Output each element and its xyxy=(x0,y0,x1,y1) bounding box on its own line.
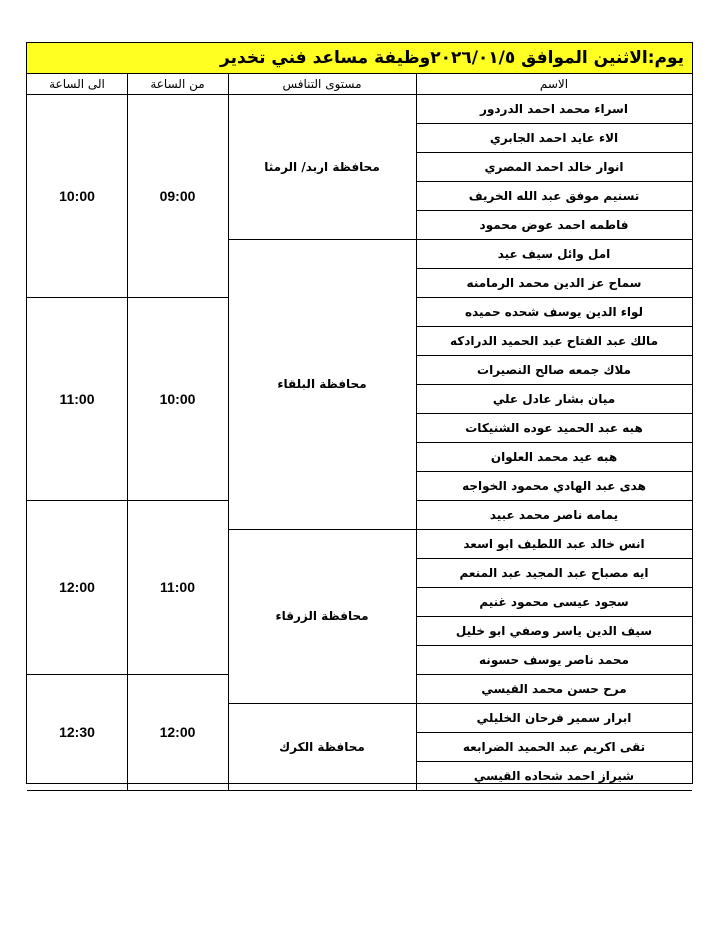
row-divider xyxy=(416,297,692,298)
to-time-cell: 11:00 xyxy=(59,390,95,407)
to-time-cell: 12:00 xyxy=(59,579,95,595)
level-divider xyxy=(228,529,416,530)
row-divider xyxy=(416,210,692,211)
row-divider xyxy=(416,587,692,588)
row-divider xyxy=(416,239,692,240)
row-divider xyxy=(416,616,692,617)
name-cell: تقى اكريم عبد الحميد الضرابعه xyxy=(462,739,646,754)
row-divider xyxy=(416,558,692,559)
name-cell: ميان بشار عادل علي xyxy=(492,391,616,406)
name-cell: هبه عيد محمد العلوان xyxy=(490,449,618,464)
column-divider xyxy=(228,74,229,790)
row-divider xyxy=(416,703,692,704)
page-title: يوم:الاثنين الموافق ٢٠٢٦/٠١/٥وظيفة مساعد فني تخدير xyxy=(27,43,692,74)
name-cell: اسراء محمد احمد الدردور xyxy=(480,101,628,116)
header-from-time: من الساعة xyxy=(150,77,205,91)
name-cell: هبه عبد الحميد عوده الشنيكات xyxy=(465,420,643,435)
name-cell: فاطمه احمد عوض محمود xyxy=(479,217,629,232)
header-name: الاسم xyxy=(539,77,569,91)
from-time-cell: 10:00 xyxy=(159,390,196,407)
name-cell: انوار خالد احمد المصري xyxy=(484,159,624,174)
row-divider xyxy=(416,123,692,124)
name-cell: يمامه ناصر محمد عبيد xyxy=(489,507,619,522)
level-divider xyxy=(228,239,416,240)
name-cell: سيف الدين ياسر وصفي ابو خليل xyxy=(455,623,653,638)
name-cell: هدى عبد الهادي محمود الخواجه xyxy=(462,478,646,493)
level-cell: محافظة البلقاء xyxy=(277,377,367,391)
header-to-time: الى الساعة xyxy=(49,77,105,91)
from-time-cell: 12:00 xyxy=(159,724,196,740)
header-level: مستوى التنافس xyxy=(282,77,362,91)
row-divider xyxy=(416,355,692,356)
row-divider xyxy=(416,732,692,733)
name-cell: محمد ناصر يوسف حسونه xyxy=(479,652,629,667)
to-time-cell: 12:30 xyxy=(59,724,95,740)
row-divider xyxy=(416,500,692,501)
level-cell: محافظة الزرقاء xyxy=(275,609,369,623)
name-cell: لواء الدين يوسف شحده حميده xyxy=(464,304,644,319)
name-cell: مرح حسن محمد القيسي xyxy=(481,681,627,696)
column-divider xyxy=(416,74,417,790)
table-bottom-border xyxy=(27,790,692,791)
row-divider xyxy=(416,645,692,646)
from-time-cell: 09:00 xyxy=(159,187,196,204)
row-divider xyxy=(416,268,692,269)
row-divider xyxy=(416,442,692,443)
name-cell: ابرار سمير فرحان الخليلي xyxy=(476,710,632,725)
level-divider xyxy=(228,703,416,704)
row-divider xyxy=(416,761,692,762)
row-divider xyxy=(416,529,692,530)
name-cell: تسنيم موفق عبد الله الخريف xyxy=(468,188,640,203)
name-cell: ايه مصباح عبد المجيد عبد المنعم xyxy=(459,565,649,580)
schedule-sheet xyxy=(26,42,693,784)
level-cell: محافظة الكرك xyxy=(279,739,365,754)
name-cell: شيراز احمد شحاده القيسي xyxy=(473,768,635,783)
name-cell: امل وائل سيف عيد xyxy=(497,246,611,261)
name-cell: الاء عايد احمد الجابري xyxy=(489,130,619,145)
level-cell: محافظة اربد/ الرمثا xyxy=(264,159,380,174)
row-divider xyxy=(416,674,692,675)
row-divider xyxy=(416,384,692,385)
row-divider xyxy=(416,471,692,472)
to-time-cell: 10:00 xyxy=(59,187,95,204)
from-time-cell: 11:00 xyxy=(159,579,196,595)
column-divider xyxy=(127,74,128,790)
row-divider xyxy=(416,326,692,327)
name-cell: انس خالد عبد اللطيف ابو اسعد xyxy=(463,536,645,551)
name-cell: سماح عز الدين محمد الرمامنه xyxy=(466,275,642,290)
row-divider xyxy=(416,152,692,153)
row-divider xyxy=(416,413,692,414)
name-cell: ملاك جمعه صالح النصيرات xyxy=(477,362,631,377)
row-divider xyxy=(416,181,692,182)
name-cell: سجود عيسى محمود غنيم xyxy=(479,594,629,609)
name-cell: مالك عبد الفتاح عبد الحميد الدرادكه xyxy=(450,333,658,348)
